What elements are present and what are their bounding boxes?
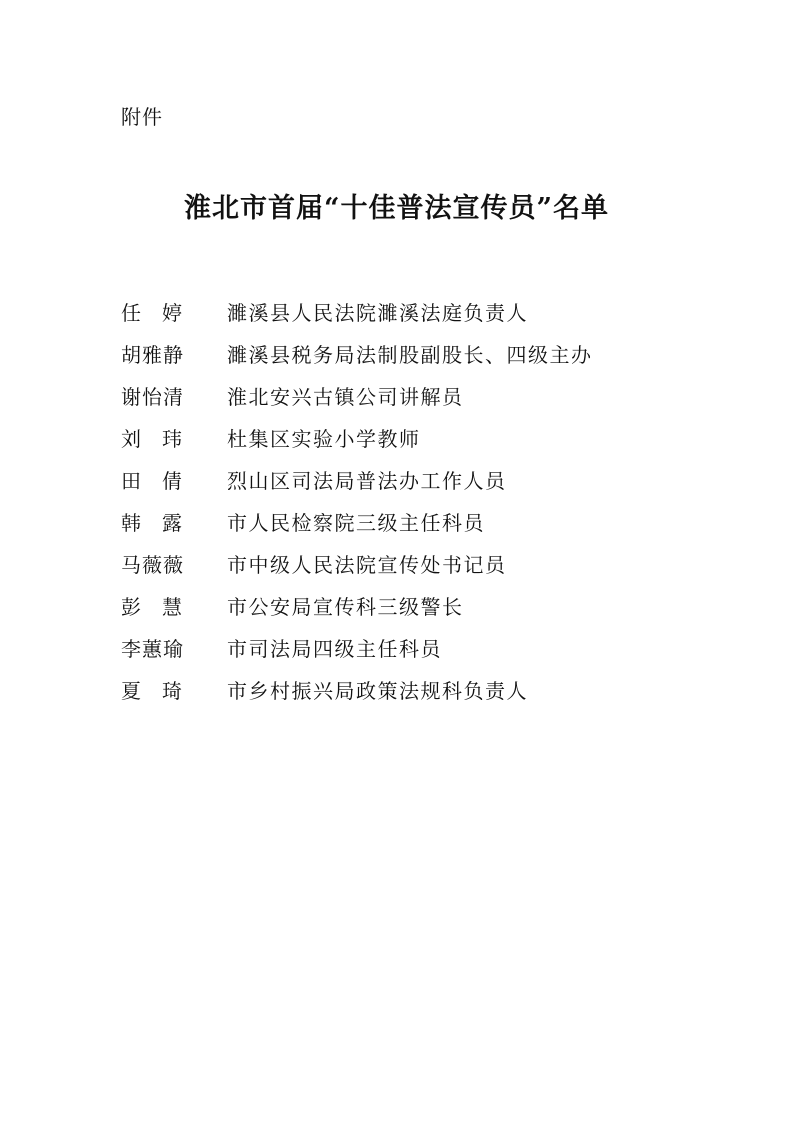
person-name: 任婷 (121, 301, 203, 325)
person-name: 韩露 (121, 511, 203, 535)
person-role: 市乡村振兴局政策法规科负责人 (227, 679, 528, 703)
person-role: 淮北安兴古镇公司讲解员 (227, 385, 464, 409)
person-role: 市司法局四级主任科员 (227, 637, 442, 661)
person-name: 彭慧 (121, 595, 203, 619)
person-name: 马薇薇 (121, 553, 184, 577)
document-title: 淮北市首届“十佳普法宣传员”名单 (183, 193, 610, 224)
person-name: 刘玮 (121, 427, 203, 451)
person-role: 市公安局宣传科三级警长 (227, 595, 464, 619)
list-item (121, 502, 741, 544)
name-list (121, 292, 741, 712)
list-item (121, 376, 741, 418)
person-name: 夏琦 (121, 679, 203, 703)
person-role: 杜集区实验小学教师 (227, 427, 421, 451)
list-item (121, 670, 741, 712)
person-role: 市人民检察院三级主任科员 (227, 511, 485, 535)
list-item (121, 586, 741, 628)
list-item (121, 418, 741, 460)
list-item (121, 334, 741, 376)
person-name: 谢怡清 (121, 385, 184, 409)
list-item (121, 460, 741, 502)
person-role: 濉溪县税务局法制股副股长、四级主办 (227, 343, 593, 367)
list-item (121, 292, 741, 334)
person-name: 田倩 (121, 469, 203, 493)
person-role: 市中级人民法院宣传处书记员 (227, 553, 507, 577)
list-item (121, 628, 741, 670)
person-name: 胡雅静 (121, 343, 184, 367)
person-role: 烈山区司法局普法办工作人员 (227, 469, 507, 493)
attachment-label: 附件 (121, 105, 163, 129)
list-item (121, 544, 741, 586)
person-role: 濉溪县人民法院濉溪法庭负责人 (227, 301, 528, 325)
person-name: 李蕙瑜 (121, 637, 184, 661)
